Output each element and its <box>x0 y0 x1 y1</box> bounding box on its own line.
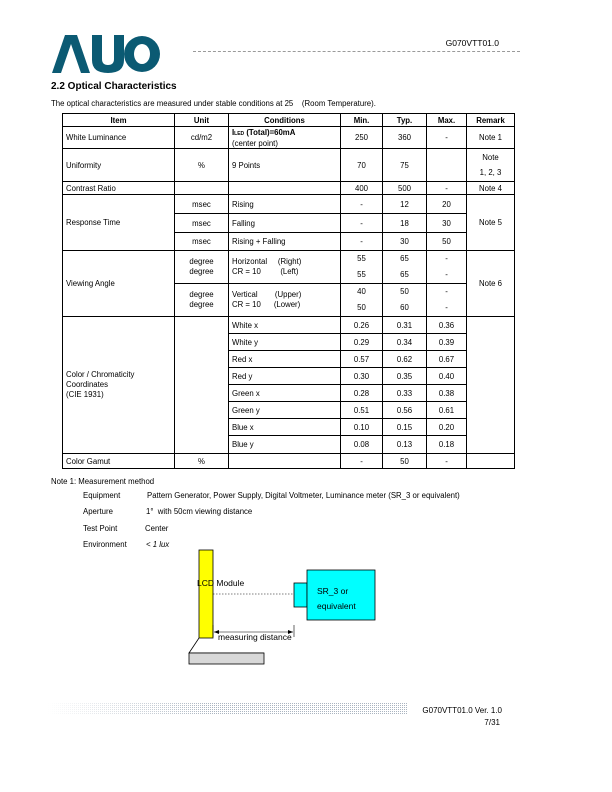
test-point-value: Center <box>145 524 169 533</box>
unit-text: degree <box>189 257 214 266</box>
max-cell: 50 <box>427 233 467 251</box>
aperture-label: Aperture <box>83 507 113 516</box>
remark-cell: Note 5 <box>467 195 515 251</box>
header-conditions: Conditions <box>229 114 341 127</box>
condition-text: Vertical (Upper) <box>232 290 302 299</box>
typ-cell: 0.33 <box>383 385 427 402</box>
condition-cell: Blue y <box>229 436 341 454</box>
item-cell: Response Time <box>63 195 175 251</box>
table-row <box>63 182 515 195</box>
typ-text: 50 <box>400 287 409 296</box>
min-cell: 0.30 <box>341 368 383 385</box>
remark-cell <box>467 317 515 454</box>
equipment-label: Equipment <box>83 491 121 500</box>
typ-cell <box>383 251 427 284</box>
max-cell: - <box>427 182 467 195</box>
condition-text: CR = 10 (Lower) <box>232 300 301 309</box>
table-row <box>63 251 515 284</box>
max-cell: - <box>427 127 467 149</box>
condition-cell: Rising + Falling <box>229 233 341 251</box>
max-cell <box>427 284 467 317</box>
condition-text: CR = 10 (Left) <box>232 267 299 276</box>
max-cell: 0.36 <box>427 317 467 334</box>
min-cell: 0.10 <box>341 419 383 436</box>
lcd-module-label: LCD Module <box>197 578 245 588</box>
header-typ: Typ. <box>383 114 427 127</box>
min-cell <box>341 251 383 284</box>
remark-text: 1, 2, 3 <box>479 168 502 177</box>
condition-text: (Total)=60mA <box>244 127 296 137</box>
unit-text: degree <box>189 300 214 309</box>
min-cell <box>341 284 383 317</box>
meter-lens-shape <box>294 583 307 607</box>
stand-base-shape <box>189 653 264 664</box>
min-cell: 0.51 <box>341 402 383 419</box>
max-cell: 0.38 <box>427 385 467 402</box>
max-cell: 0.61 <box>427 402 467 419</box>
condition-cell: Red x <box>229 351 341 368</box>
footer-version: G070VTT01.0 Ver. 1.0 <box>422 706 502 715</box>
max-cell: 0.39 <box>427 334 467 351</box>
max-text: - <box>445 254 448 263</box>
max-cell: 0.18 <box>427 436 467 454</box>
max-cell: 0.40 <box>427 368 467 385</box>
document-id: G070VTT01.0 <box>445 38 499 48</box>
typ-cell: 0.56 <box>383 402 427 419</box>
min-cell: 400 <box>341 182 383 195</box>
min-text: 55 <box>357 254 366 263</box>
page-number: 7/31 <box>484 718 500 727</box>
section-title: 2.2 Optical Characteristics <box>51 81 177 92</box>
header-item: Item <box>63 114 175 127</box>
max-cell: 20 <box>427 195 467 214</box>
min-cell: 0.08 <box>341 436 383 454</box>
item-cell: Color Gamut <box>63 454 175 469</box>
min-cell: - <box>341 233 383 251</box>
optical-characteristics-table <box>62 113 515 469</box>
unit-text: degree <box>189 290 214 299</box>
max-cell <box>427 251 467 284</box>
max-cell: 0.67 <box>427 351 467 368</box>
environment-label: Environment <box>83 540 127 549</box>
remark-cell: Note 4 <box>467 182 515 195</box>
max-text: - <box>445 270 448 279</box>
sr3-label: SR_3 or <box>317 586 349 596</box>
item-text: Coordinates <box>66 380 109 389</box>
condition-cell <box>229 182 341 195</box>
sr3-label: equivalent <box>317 601 356 611</box>
condition-cell: Green x <box>229 385 341 402</box>
condition-cell: White y <box>229 334 341 351</box>
unit-cell: cd/m2 <box>175 127 229 149</box>
typ-cell: 30 <box>383 233 427 251</box>
unit-cell <box>175 182 229 195</box>
condition-text: I <box>232 127 235 137</box>
condition-text: (center point) <box>232 138 278 148</box>
condition-cell: 9 Points <box>229 149 341 182</box>
condition-cell: Falling <box>229 214 341 233</box>
min-cell: - <box>341 214 383 233</box>
table-row <box>63 195 515 214</box>
typ-cell: 0.34 <box>383 334 427 351</box>
typ-cell: 50 <box>383 454 427 469</box>
item-text: (CIE 1931) <box>66 390 104 399</box>
section-intro: The optical characteristics are measured under stable conditions at 25 (Room Temperature). <box>51 99 376 108</box>
max-cell <box>427 149 467 182</box>
typ-cell <box>383 284 427 317</box>
unit-cell: msec <box>175 233 229 251</box>
header-divider <box>193 51 520 52</box>
unit-cell <box>175 317 229 454</box>
item-cell <box>63 317 175 454</box>
min-cell: - <box>341 195 383 214</box>
typ-cell: 0.31 <box>383 317 427 334</box>
remark-cell: Note 1 <box>467 127 515 149</box>
note1-title: Note 1: Measurement method <box>51 477 155 486</box>
typ-text: 65 <box>400 254 409 263</box>
condition-subscript: LED <box>234 130 245 137</box>
condition-cell: White x <box>229 317 341 334</box>
condition-text: Horizontal (Right) <box>232 257 302 266</box>
environment-value: < 1 lux <box>146 540 170 549</box>
condition-cell: Red y <box>229 368 341 385</box>
typ-cell: 0.35 <box>383 368 427 385</box>
typ-text: 65 <box>400 270 409 279</box>
condition-cell: Rising <box>229 195 341 214</box>
remark-text: Note <box>482 153 499 162</box>
min-cell: 0.57 <box>341 351 383 368</box>
condition-cell <box>229 127 341 149</box>
max-cell: 0.20 <box>427 419 467 436</box>
condition-cell: Green y <box>229 402 341 419</box>
min-cell: 0.29 <box>341 334 383 351</box>
min-cell: 0.26 <box>341 317 383 334</box>
condition-cell <box>229 284 341 317</box>
item-cell: Viewing Angle <box>63 251 175 317</box>
min-text: 55 <box>357 270 366 279</box>
header-unit: Unit <box>175 114 229 127</box>
remark-cell <box>467 149 515 182</box>
unit-text: degree <box>189 267 214 276</box>
table-row <box>63 149 515 182</box>
min-cell: - <box>341 454 383 469</box>
item-cell: White Luminance <box>63 127 175 149</box>
typ-cell: 0.13 <box>383 436 427 454</box>
min-text: 40 <box>357 287 366 296</box>
test-point-label: Test Point <box>83 524 118 533</box>
max-cell: 30 <box>427 214 467 233</box>
typ-cell: 0.15 <box>383 419 427 436</box>
table-row <box>63 127 515 149</box>
item-text: Color / Chromaticity <box>66 370 135 379</box>
typ-cell: 75 <box>383 149 427 182</box>
unit-cell: msec <box>175 195 229 214</box>
typ-cell: 12 <box>383 195 427 214</box>
lcd-module-shape <box>199 550 213 638</box>
min-text: 50 <box>357 303 366 312</box>
remark-cell: Note 6 <box>467 251 515 317</box>
unit-cell: % <box>175 149 229 182</box>
measurement-diagram <box>180 545 400 670</box>
typ-cell: 500 <box>383 182 427 195</box>
distance-label: measuring distance <box>218 632 292 642</box>
aperture-value: 1° with 50cm viewing distance <box>146 507 253 516</box>
max-cell: - <box>427 454 467 469</box>
typ-cell: 18 <box>383 214 427 233</box>
max-text: - <box>445 287 448 296</box>
condition-cell <box>229 454 341 469</box>
condition-cell <box>229 251 341 284</box>
min-cell: 70 <box>341 149 383 182</box>
min-cell: 0.28 <box>341 385 383 402</box>
typ-cell: 360 <box>383 127 427 149</box>
condition-cell: Blue x <box>229 419 341 436</box>
auo-logo <box>52 35 160 73</box>
typ-text: 60 <box>400 303 409 312</box>
min-cell: 250 <box>341 127 383 149</box>
max-text: - <box>445 303 448 312</box>
typ-cell: 0.62 <box>383 351 427 368</box>
equipment-value: Pattern Generator, Power Supply, Digital Voltmeter, Luminance meter (SR_3 or equivalent) <box>147 491 460 500</box>
unit-cell: msec <box>175 214 229 233</box>
unit-cell: % <box>175 454 229 469</box>
table-header-row <box>63 114 515 127</box>
header-min: Min. <box>341 114 383 127</box>
remark-cell <box>467 454 515 469</box>
header-remark: Remark <box>467 114 515 127</box>
table-row <box>63 317 515 334</box>
item-cell: Contrast Ratio <box>63 182 175 195</box>
table-row <box>63 454 515 469</box>
header-max: Max. <box>427 114 467 127</box>
item-cell: Uniformity <box>63 149 175 182</box>
unit-cell <box>175 284 229 317</box>
unit-cell <box>175 251 229 284</box>
